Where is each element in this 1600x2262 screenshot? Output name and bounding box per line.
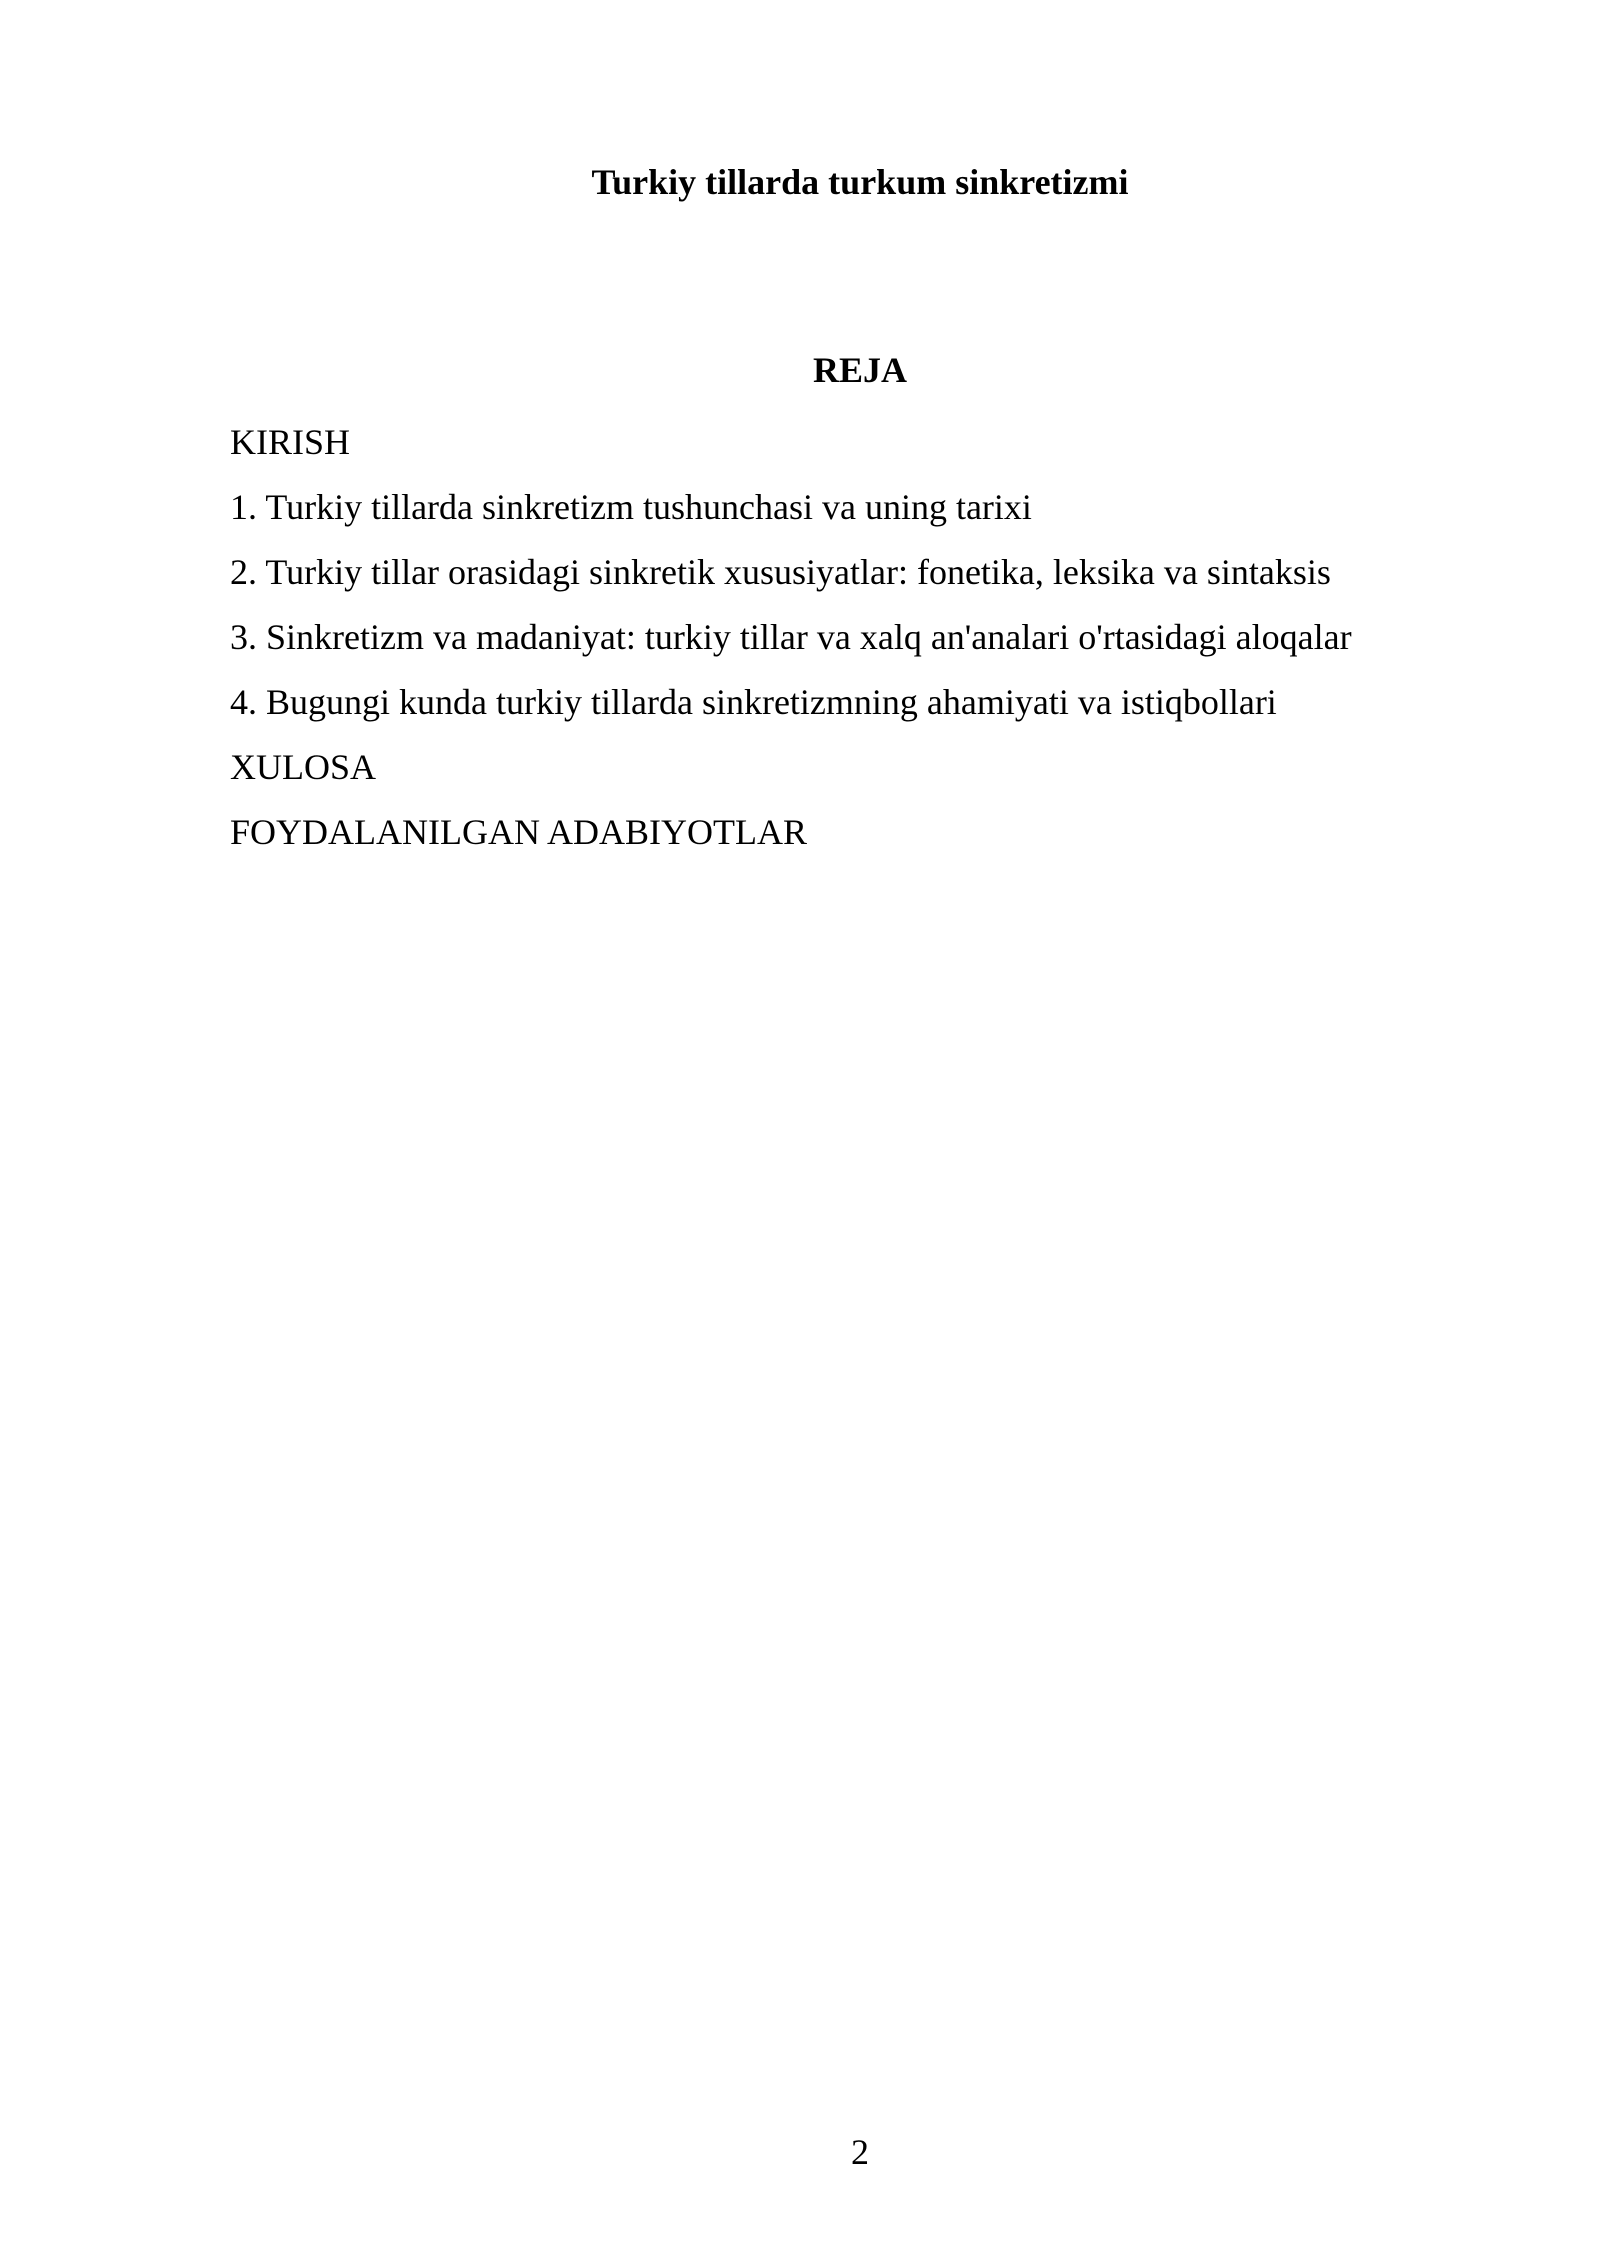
plan-item-references: FOYDALANILGAN ADABIYOTLAR: [230, 812, 807, 852]
document-title: Turkiy tillarda turkum sinkretizmi: [591, 162, 1129, 202]
plan-item-introduction: KIRISH: [230, 422, 351, 462]
plan-item-conclusion: XULOSA: [230, 747, 377, 787]
plan-item-4: 4. Bugungi kunda turkiy tillarda sinkretizmning ahamiyati va istiqbollari: [230, 682, 1277, 722]
plan-item-3: 3. Sinkretizm va madaniyat: turkiy tillar va xalq an'analari o'rtasidagi aloqalar: [230, 617, 1352, 657]
plan-list: [230, 420, 1352, 875]
page-number: 2: [851, 2132, 869, 2172]
plan-item-1: 1. Turkiy tillarda sinkretizm tushunchasi va uning tarixi: [230, 487, 1032, 527]
plan-item-2: 2. Turkiy tillar orasidagi sinkretik xususiyatlar: fonetika, leksika va sintaksis: [230, 552, 1331, 592]
plan-heading: REJA: [812, 350, 907, 390]
